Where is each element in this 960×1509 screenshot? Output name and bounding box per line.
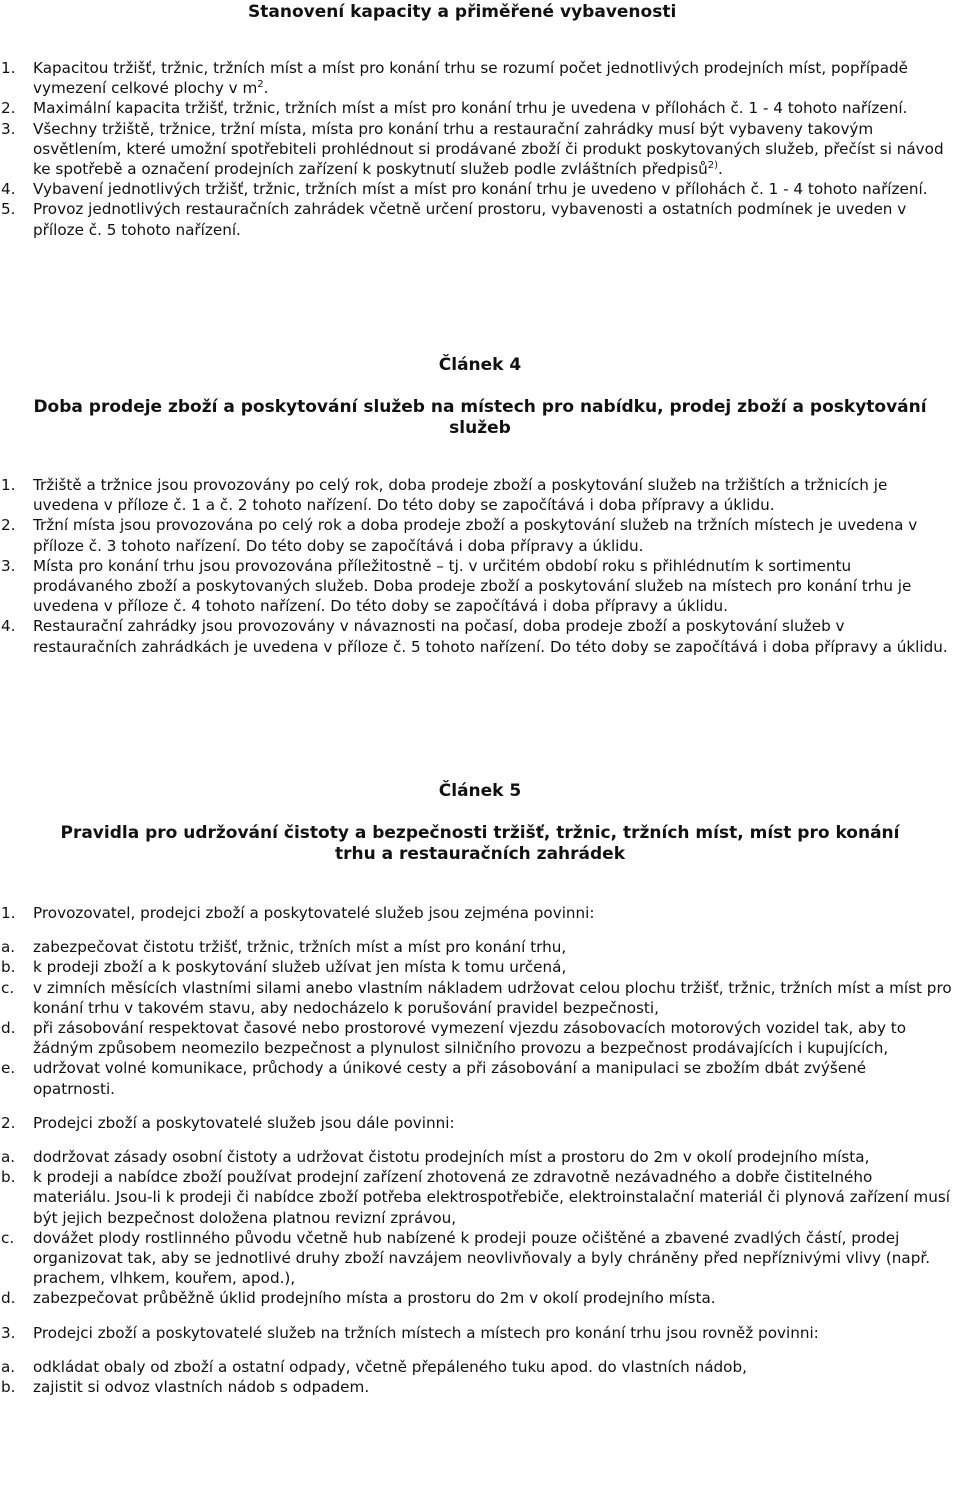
item-text-end: . [718, 160, 723, 179]
item-number: 2. [1, 516, 16, 535]
article-4-list [0, 475, 952, 657]
sub-item-text: dovážet plody rostlinného původu včetně hub nabízené k prodeji pouze očištěné a zbavené zvadlých částí, prodej organizovat tak, aby se jednotlivé druhy zboží navzájem neovlivňovaly a byly chráněny před nepříznivými vlivy (např. prachem, vlhkem, kouřem, apod.), [33, 1228, 931, 1288]
sub-item [0, 937, 952, 957]
sub-item-text: zabezpečovat čistotu tržišť, tržnic, tržních míst a míst pro konání trhu, [33, 938, 567, 957]
list-item [0, 199, 952, 239]
item-text: Všechny tržiště, tržnice, tržní místa, místa pro konání trhu a restaurační zahrádky musí být vybaveny takovým osvětlením, které umožní spotřebiteli prohlédnout si prodávané zboží či produkt poskytovaných služeb, přečíst si návod ke spotřebě a označení prodejních zařízení k poskytnutí služeb podle zvláštních předpisů [33, 119, 944, 179]
sub-item-letter: c. [1, 978, 15, 997]
list-item [0, 1113, 952, 1133]
article-5-list [0, 903, 952, 1397]
sub-item [0, 1357, 952, 1377]
item-number: 3. [1, 1323, 16, 1342]
item-number: 4. [1, 617, 16, 636]
item-number: 1. [1, 476, 16, 494]
item-text: Prodejci zboží a poskytovatelé služeb na tržních místech a místech pro konání trhu jsou rovněž povinni: [33, 1323, 819, 1342]
sub-item-text: zajistit si odvoz vlastních nádob s odpadem. [33, 1378, 370, 1397]
item-text: Provozovatel, prodejci zboží a poskytovatelé služeb jsou zejména povinni: [33, 904, 595, 922]
sub-item-text: odkládat obaly od zboží a ostatní odpady, včetně přepáleného tuku apod. do vlastních nádob, [33, 1357, 747, 1376]
list-item [0, 1323, 952, 1343]
sub-item [0, 1058, 952, 1098]
list-item [0, 556, 952, 617]
article-4-heading: Článek 4 [438, 355, 522, 375]
sub-item-text: udržovat volné komunikace, průchody a únikové cesty a při zásobování a manipulaci se zbožím dbát zvýšené opatrnosti. [33, 1059, 867, 1098]
item-number: 2. [1, 1113, 16, 1132]
item-text: Maximální kapacita tržišť, tržnic, tržních míst a míst pro konání trhu je uvedena v přílohách č. 1 - 4 tohoto nařízení. [33, 99, 908, 118]
sub-item-text: dodržovat zásady osobní čistoty a udržovat čistotu prodejních míst a prostoru do 2m v okolí prodejního místa, [33, 1148, 870, 1167]
sub-item [0, 1147, 952, 1167]
list-item [0, 179, 952, 199]
item-text: Kapacitou tržišť, tržnic, tržních míst a míst pro konání trhu se rozumí počet jednotlivých prodejních míst, popřípadě vymezení celkové plochy v m [33, 59, 908, 98]
sub-item-letter: e. [1, 1059, 16, 1078]
sub-item [0, 1167, 952, 1228]
item-text: Restaurační zahrádky jsou provozovány v návaznosti na počasí, doba prodeje zboží a poskytování služeb v restauračních zahrádkách je uvedena v příloze č. 5 tohoto nařízení. Do této doby se započítává i doba přípravy a úklidu. [33, 617, 948, 656]
item-number: 1. [1, 59, 16, 77]
footnote-ref: 2) [707, 160, 719, 172]
list-item [0, 903, 952, 923]
sub-item [0, 957, 952, 977]
item-number: 3. [1, 119, 16, 138]
item-text: Vybavení jednotlivých tržišť, tržnic, tržních míst a míst pro konání trhu je uvedeno v přílohách č. 1 - 4 tohoto nařízení. [33, 180, 928, 199]
item-number: 3. [1, 556, 16, 575]
list-item [0, 98, 952, 118]
list-item [0, 515, 952, 555]
item-text: Prodejci zboží a poskytovatelé služeb jsou dále povinni: [33, 1113, 455, 1132]
item-text-end: . [263, 79, 269, 98]
sub-item [0, 1018, 952, 1058]
item-number: 2. [1, 99, 16, 118]
item-text: Tržiště a tržnice jsou provozovány po celý rok, doba prodeje zboží a poskytování služeb na tržištích a tržnicích je uvedena v příloze č. 1 a č. 2 tohoto nařízení. Do této doby se započítává i doba přípravy a úklidu. [33, 476, 888, 515]
sub-item-text: k prodeji zboží a k poskytování služeb užívat jen místa k tomu určená, [33, 958, 567, 977]
section-title: Stanovení kapacity a přiměřené vybavenosti [248, 2, 677, 22]
sub-item-letter: b. [1, 1378, 16, 1397]
item-text: Tržní místa jsou provozována po celý rok a doba prodeje zboží a poskytování služeb na tržních místech je uvedena v příloze č. 3 tohoto nařízení. Do této doby se započítává i doba přípravy a úklidu. [33, 516, 918, 555]
sub-item-text: k prodeji a nabídce zboží používat prodejní zařízení zhotovená ze zdravotně nezávadného a dobře čistitelného materiálu. Jsou-li k prodeji či nabídce zboží potřeba elektrospotřebiče, elektroinstalační materiál či plynová zařízení musí být jejich bezpečnost doložena platnou revizní zprávou, [33, 1168, 950, 1227]
sub-item-letter: d. [1, 1019, 16, 1038]
list-item [0, 58, 952, 98]
sub-item-letter: a. [1, 1148, 16, 1167]
sub-item [0, 1288, 952, 1308]
list-item [0, 119, 952, 180]
item-number: 5. [1, 200, 16, 219]
list-item [0, 616, 952, 656]
sub-item-letter: b. [1, 958, 16, 977]
article-5-title: Pravidla pro udržování čistoty a bezpečnosti tržišť, tržnic, tržních míst, míst pro konání trhu a restauračních zahrádek [60, 823, 900, 864]
sub-item-letter: a. [1, 1357, 16, 1376]
item-number: 4. [1, 180, 16, 199]
sub-item-letter: b. [1, 1168, 16, 1187]
sub-item-letter: c. [1, 1228, 15, 1247]
sub-item [0, 1228, 952, 1289]
list-item [0, 475, 952, 515]
sub-item-text: při zásobování respektovat časové nebo prostorové vymezení vjezdu zásobovacích motorových vozidel tak, aby to žádným způsobem neomezilo bezpečnost a plynulost silničního provozu a bezpečnost prodávajících i kupujících, [33, 1019, 907, 1058]
sub-item-text: zabezpečovat průběžně úklid prodejního místa a prostoru do 2m v okolí prodejního místa. [33, 1289, 716, 1308]
article-5-heading: Článek 5 [438, 781, 522, 801]
item-text: Místa pro konání trhu jsou provozována příležitostně – tj. v určitém období roku s přihlédnutím k sortimentu prodávaného zboží a poskytovaných služeb. Doba prodeje zboží a poskytování služeb na místech pro konání trhu je uvedena v příloze č. 4 tohoto nařízení. Do této doby se započítává i doba přípravy a úklidu. [33, 556, 912, 616]
sub-item-text: v zimních měsících vlastními silami anebo vlastním nákladem udržovat celou plochu tržišť, tržnic, tržních míst a míst pro konání trhu v takovém stavu, aby nedocházelo k porušování pravidel bezpečnosti, [33, 978, 952, 1017]
capacity-list [0, 58, 952, 240]
superscript: 2 [257, 79, 264, 91]
item-text: Provoz jednotlivých restauračních zahrádek včetně určení prostoru, vybavenosti a ostatních podmínek je uveden v příloze č. 5 tohoto nařízení. [33, 200, 907, 239]
article-4-title: Doba prodeje zboží a poskytování služeb na místech pro nabídku, prodej zboží a poskytování služeb [33, 397, 927, 438]
item-number: 1. [1, 904, 16, 922]
sub-item [0, 1377, 952, 1397]
sub-item-letter: d. [1, 1289, 16, 1308]
sub-item [0, 978, 952, 1018]
sub-item-letter: a. [1, 938, 16, 957]
